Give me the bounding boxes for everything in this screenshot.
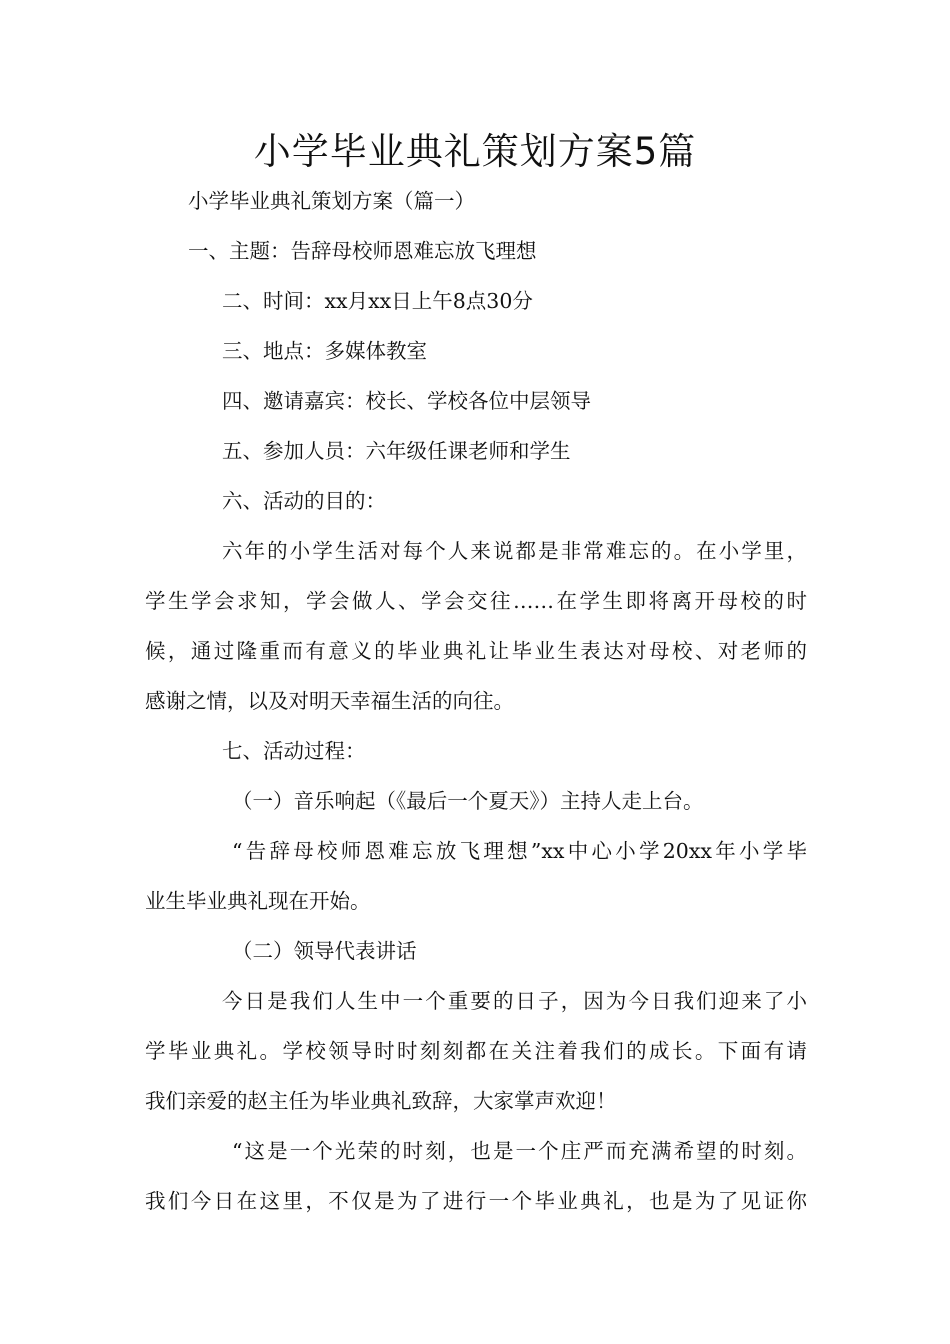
purpose-paragraph-line: 六年的小学生活对每个人来说都是非常难忘的。在小学里， [222, 539, 807, 563]
item-place: 三、地点：多媒体教室 [222, 339, 427, 363]
speech-paragraph-line: 我们亲爱的赵主任为毕业典礼致辞，大家掌声欢迎！ [145, 1089, 617, 1113]
item-time: 二、时间：xx月xx日上午8点30分 [222, 289, 533, 313]
purpose-paragraph-line: 感谢之情，以及对明天幸福生活的向往。 [145, 689, 514, 713]
item-theme: 一、主题：告辞母校师恩难忘放飞理想 [188, 239, 537, 263]
purpose-paragraph-line: 学生学会求知，学会做人、学会交往……在学生即将离开母校的时 [145, 589, 807, 613]
item-purpose-heading: 六、活动的目的： [222, 489, 386, 513]
opening-paragraph-line: “告辞母校师恩难忘放飞理想”xx中心小学20xx年小学毕 [232, 839, 807, 863]
process-heading: 七、活动过程： [222, 739, 366, 763]
item-guests: 四、邀请嘉宾：校长、学校各位中层领导 [222, 389, 591, 413]
speech-paragraph-line: 学毕业典礼。学校领导时时刻刻都在关注着我们的成长。下面有请 [145, 1039, 807, 1063]
document-title: 小学毕业典礼策划方案5篇 [253, 130, 697, 173]
speech-paragraph-line: 今日是我们人生中一个重要的日子，因为今日我们迎来了小 [222, 989, 807, 1013]
process-step-2: （二）领导代表讲话 [232, 939, 417, 963]
quote-paragraph-line: 我们今日在这里，不仅是为了进行一个毕业典礼，也是为了见证你 [145, 1189, 807, 1213]
opening-paragraph-line: 业生毕业典礼现在开始。 [145, 889, 371, 913]
section-subtitle: 小学毕业典礼策划方案（篇一） [188, 189, 475, 213]
purpose-paragraph-line: 候，通过隆重而有意义的毕业典礼让毕业生表达对母校、对老师的 [145, 639, 807, 663]
quote-paragraph-line: “这是一个光荣的时刻，也是一个庄严而充满希望的时刻。 [232, 1139, 807, 1163]
item-participants: 五、参加人员：六年级任课老师和学生 [222, 439, 571, 463]
process-step-1: （一）音乐响起（《最后一个夏天》）主持人走上台。 [232, 789, 704, 813]
